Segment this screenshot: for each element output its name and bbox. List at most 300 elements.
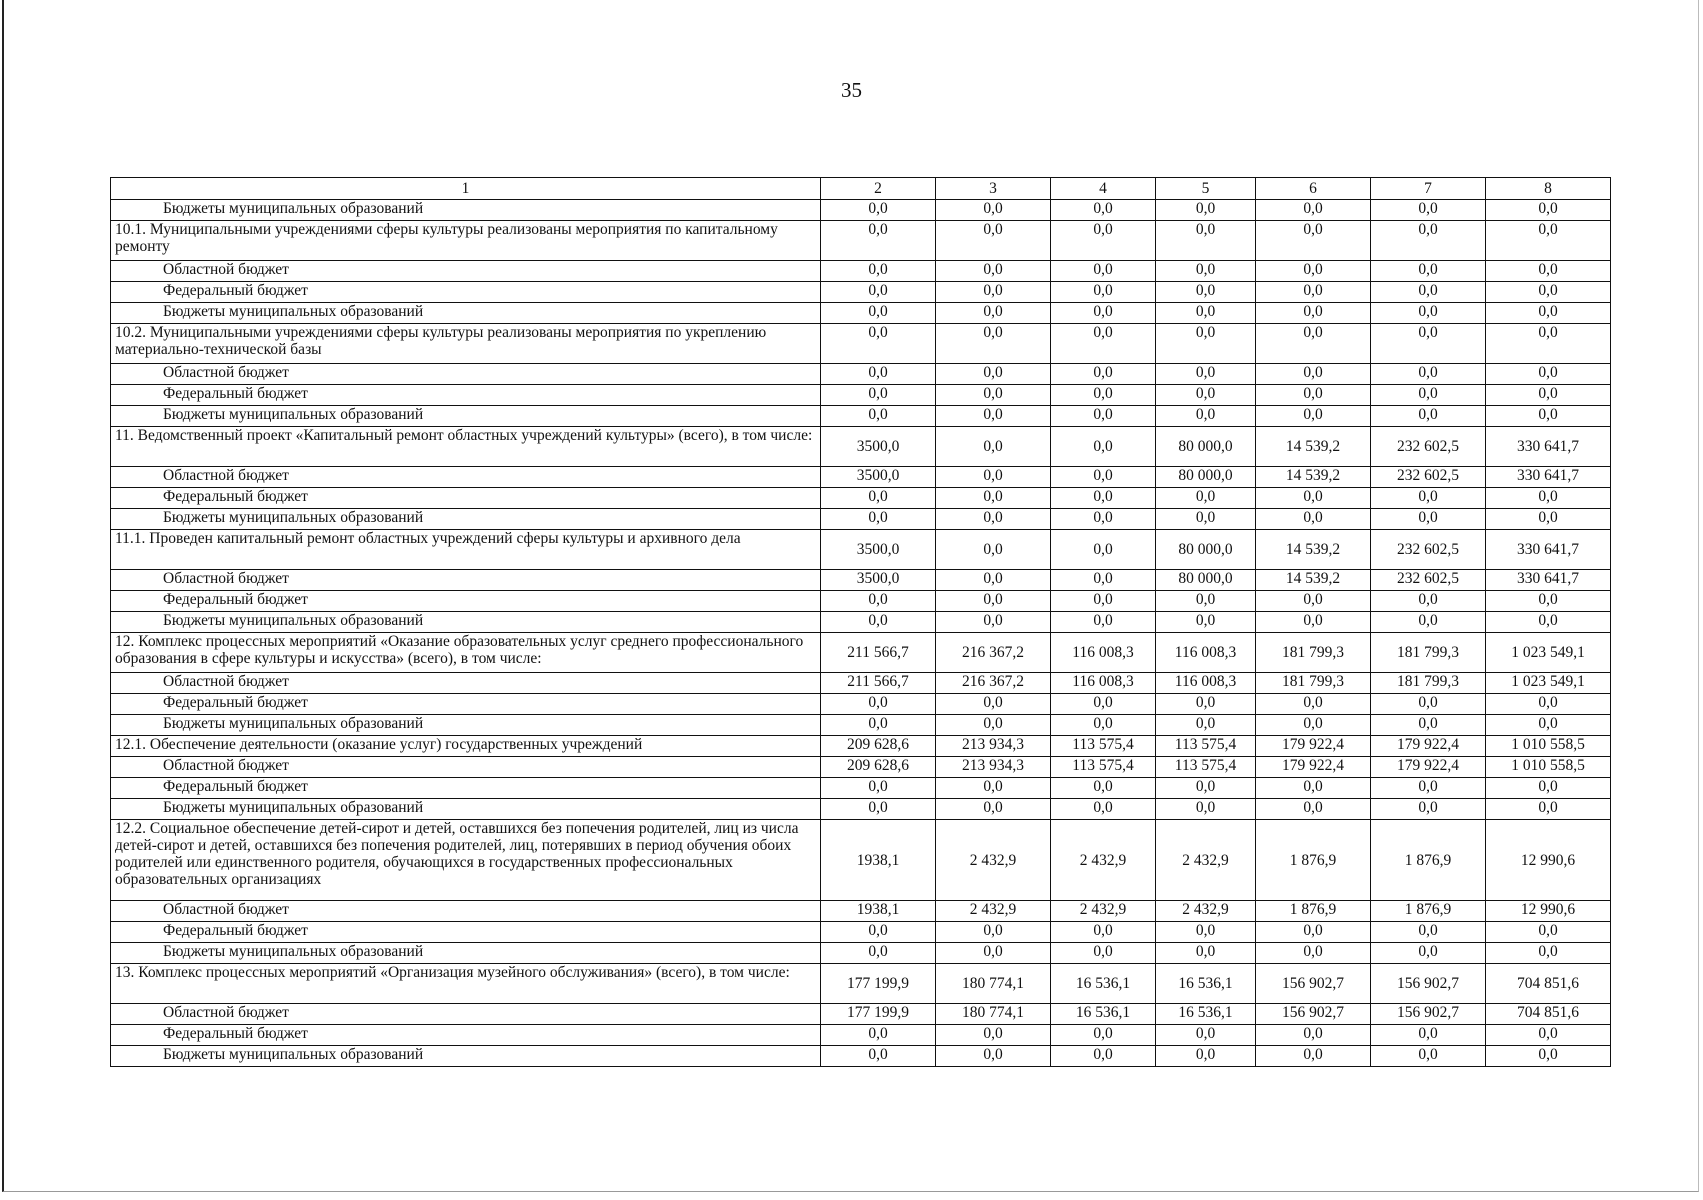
value-cell: 181 799,3 [1371,673,1486,694]
value-cell: 0,0 [1371,406,1486,427]
value-cell: 0,0 [1156,591,1256,612]
table-row [111,736,1611,757]
value-cell: 330 641,7 [1486,467,1611,488]
value-cell: 0,0 [1256,509,1371,530]
table-row [111,530,1611,570]
value-cell: 0,0 [1371,324,1486,364]
measure-label: 12. Комплекс процессных мероприятий «Оказание образовательных услуг среднего профессионального образования в сфере культуры и искусства» (всего), в том числе: [111,633,821,673]
value-cell: 0,0 [1256,715,1371,736]
value-cell: 216 367,2 [936,633,1051,673]
value-cell: 0,0 [821,694,936,715]
value-cell: 0,0 [821,303,936,324]
value-cell: 232 602,5 [1371,530,1486,570]
value-cell: 116 008,3 [1156,673,1256,694]
value-cell: 0,0 [1486,591,1611,612]
value-cell: 0,0 [936,467,1051,488]
value-cell: 0,0 [1156,509,1256,530]
measure-label: 11.1. Проведен капитальный ремонт областных учреждений сферы культуры и архивного дела [111,530,821,570]
value-cell: 0,0 [1256,612,1371,633]
value-cell: 0,0 [1486,303,1611,324]
value-cell: 179 922,4 [1371,736,1486,757]
value-cell: 0,0 [1486,509,1611,530]
value-cell: 0,0 [1051,715,1156,736]
value-cell: 179 922,4 [1256,757,1371,778]
value-cell: 0,0 [936,303,1051,324]
budget-source-label: Федеральный бюджет [111,385,821,406]
value-cell: 180 774,1 [936,964,1051,1004]
value-cell: 1 876,9 [1371,820,1486,901]
value-cell: 213 934,3 [936,757,1051,778]
value-cell: 0,0 [1371,778,1486,799]
value-cell: 0,0 [1486,282,1611,303]
value-cell: 0,0 [1486,612,1611,633]
value-cell: 0,0 [1256,694,1371,715]
value-cell: 80 000,0 [1156,427,1256,467]
budget-source-label: Федеральный бюджет [111,488,821,509]
value-cell: 0,0 [1486,488,1611,509]
value-cell: 0,0 [1051,467,1156,488]
value-cell: 0,0 [1051,612,1156,633]
value-cell: 0,0 [1371,612,1486,633]
value-cell: 209 628,6 [821,757,936,778]
value-cell: 0,0 [1256,922,1371,943]
value-cell: 0,0 [1051,488,1156,509]
value-cell: 0,0 [821,488,936,509]
value-cell: 0,0 [1486,364,1611,385]
table-row [111,673,1611,694]
value-cell: 213 934,3 [936,736,1051,757]
value-cell: 0,0 [936,715,1051,736]
value-cell: 0,0 [1051,221,1156,261]
budget-table [110,177,1611,1067]
value-cell: 0,0 [1256,591,1371,612]
value-cell: 0,0 [1371,385,1486,406]
value-cell: 2 432,9 [1156,820,1256,901]
value-cell: 0,0 [1051,406,1156,427]
value-cell: 0,0 [1156,715,1256,736]
budget-source-label: Бюджеты муниципальных образований [111,509,821,530]
value-cell: 179 922,4 [1256,736,1371,757]
table-row [111,1046,1611,1067]
value-cell: 0,0 [1156,922,1256,943]
value-cell: 0,0 [1051,530,1156,570]
value-cell: 0,0 [936,364,1051,385]
table-row [111,694,1611,715]
value-cell: 2 432,9 [1156,901,1256,922]
value-cell: 232 602,5 [1371,467,1486,488]
value-cell: 0,0 [1156,282,1256,303]
value-cell: 0,0 [1051,385,1156,406]
budget-source-label: Бюджеты муниципальных образований [111,406,821,427]
table-row [111,261,1611,282]
value-cell: 0,0 [1371,303,1486,324]
value-cell: 0,0 [1486,221,1611,261]
budget-source-label: Бюджеты муниципальных образований [111,200,821,221]
value-cell: 0,0 [1256,261,1371,282]
value-cell: 0,0 [1256,406,1371,427]
value-cell: 181 799,3 [1371,633,1486,673]
value-cell: 0,0 [821,715,936,736]
value-cell: 0,0 [1371,488,1486,509]
budget-source-label: Федеральный бюджет [111,282,821,303]
value-cell: 0,0 [1486,200,1611,221]
value-cell: 0,0 [1051,1046,1156,1067]
value-cell: 0,0 [1371,1025,1486,1046]
table-row [111,303,1611,324]
value-cell: 0,0 [1156,406,1256,427]
value-cell: 0,0 [1051,591,1156,612]
value-cell: 0,0 [821,591,936,612]
value-cell: 0,0 [821,324,936,364]
table-row [111,633,1611,673]
value-cell: 0,0 [821,406,936,427]
value-cell: 330 641,7 [1486,427,1611,467]
value-cell: 0,0 [936,406,1051,427]
table-row [111,427,1611,467]
measure-label: 10.1. Муниципальными учреждениями сферы культуры реализованы мероприятия по капитальному ремонту [111,221,821,261]
value-cell: 3500,0 [821,427,936,467]
value-cell: 0,0 [821,364,936,385]
value-cell: 0,0 [936,324,1051,364]
measure-label: 11. Ведомственный проект «Капитальный ремонт областных учреждений культуры» (всего), в том числе: [111,427,821,467]
value-cell: 0,0 [936,694,1051,715]
value-cell: 1938,1 [821,901,936,922]
value-cell: 216 367,2 [936,673,1051,694]
value-cell: 0,0 [1486,261,1611,282]
value-cell: 116 008,3 [1051,633,1156,673]
value-cell: 0,0 [936,385,1051,406]
table-row [111,385,1611,406]
table-row [111,922,1611,943]
value-cell: 80 000,0 [1156,467,1256,488]
table-row [111,757,1611,778]
value-cell: 0,0 [1371,694,1486,715]
budget-source-label: Бюджеты муниципальных образований [111,612,821,633]
value-cell: 0,0 [821,385,936,406]
measure-label: 10.2. Муниципальными учреждениями сферы культуры реализованы мероприятия по укреплению материально-технической базы [111,324,821,364]
value-cell: 3500,0 [821,530,936,570]
value-cell: 113 575,4 [1051,736,1156,757]
value-cell: 113 575,4 [1156,736,1256,757]
value-cell: 3500,0 [821,467,936,488]
value-cell: 14 539,2 [1256,427,1371,467]
value-cell: 0,0 [936,488,1051,509]
value-cell: 0,0 [1256,385,1371,406]
value-cell: 0,0 [936,200,1051,221]
value-cell: 0,0 [936,530,1051,570]
value-cell: 177 199,9 [821,964,936,1004]
value-cell: 0,0 [821,221,936,261]
budget-source-label: Областной бюджет [111,901,821,922]
value-cell: 2 432,9 [936,901,1051,922]
value-cell: 0,0 [936,221,1051,261]
table-row [111,1025,1611,1046]
value-cell: 0,0 [936,1025,1051,1046]
budget-source-label: Бюджеты муниципальных образований [111,943,821,964]
value-cell: 0,0 [1486,943,1611,964]
column-header: 5 [1156,178,1256,200]
value-cell: 0,0 [936,509,1051,530]
value-cell: 0,0 [1051,778,1156,799]
value-cell: 0,0 [1486,1046,1611,1067]
value-cell: 330 641,7 [1486,530,1611,570]
table-row [111,467,1611,488]
table-row [111,200,1611,221]
table-row [111,820,1611,901]
value-cell: 0,0 [1486,922,1611,943]
table-row [111,282,1611,303]
value-cell: 0,0 [821,509,936,530]
value-cell: 0,0 [1156,261,1256,282]
value-cell: 0,0 [1156,324,1256,364]
value-cell: 0,0 [1256,488,1371,509]
value-cell: 704 851,6 [1486,1004,1611,1025]
table-row [111,364,1611,385]
measure-label: 12.1. Обеспечение деятельности (оказание услуг) государственных учреждений [111,736,821,757]
column-header: 8 [1486,178,1611,200]
value-cell: 0,0 [821,922,936,943]
value-cell: 0,0 [936,778,1051,799]
value-cell: 0,0 [1156,943,1256,964]
table-row [111,1004,1611,1025]
value-cell: 0,0 [1051,943,1156,964]
value-cell: 0,0 [1156,200,1256,221]
value-cell: 0,0 [1256,364,1371,385]
table-row [111,324,1611,364]
value-cell: 0,0 [1156,303,1256,324]
value-cell: 156 902,7 [1256,964,1371,1004]
value-cell: 0,0 [1051,261,1156,282]
budget-source-label: Бюджеты муниципальных образований [111,799,821,820]
value-cell: 0,0 [1486,799,1611,820]
budget-source-label: Бюджеты муниципальных образований [111,1046,821,1067]
value-cell: 209 628,6 [821,736,936,757]
value-cell: 0,0 [1256,221,1371,261]
value-cell: 0,0 [1256,778,1371,799]
value-cell: 0,0 [1371,922,1486,943]
table-row [111,509,1611,530]
table-row [111,943,1611,964]
value-cell: 156 902,7 [1371,1004,1486,1025]
value-cell: 0,0 [1371,221,1486,261]
value-cell: 0,0 [1051,364,1156,385]
value-cell: 0,0 [1051,570,1156,591]
value-cell: 16 536,1 [1051,1004,1156,1025]
budget-source-label: Областной бюджет [111,467,821,488]
value-cell: 0,0 [936,612,1051,633]
value-cell: 0,0 [1256,1025,1371,1046]
table-row [111,715,1611,736]
budget-source-label: Областной бюджет [111,673,821,694]
table-row [111,488,1611,509]
table-row [111,799,1611,820]
column-header: 3 [936,178,1051,200]
budget-source-label: Федеральный бюджет [111,591,821,612]
value-cell: 0,0 [821,282,936,303]
value-cell: 177 199,9 [821,1004,936,1025]
value-cell: 12 990,6 [1486,820,1611,901]
value-cell: 1938,1 [821,820,936,901]
value-cell: 0,0 [936,427,1051,467]
budget-source-label: Бюджеты муниципальных образований [111,715,821,736]
column-header: 1 [111,178,821,200]
value-cell: 2 432,9 [936,820,1051,901]
value-cell: 0,0 [821,200,936,221]
value-cell: 1 876,9 [1256,901,1371,922]
value-cell: 2 432,9 [1051,820,1156,901]
value-cell: 0,0 [1256,282,1371,303]
value-cell: 113 575,4 [1156,757,1256,778]
value-cell: 1 876,9 [1256,820,1371,901]
value-cell: 0,0 [821,1046,936,1067]
value-cell: 0,0 [1256,943,1371,964]
table-row [111,221,1611,261]
value-cell: 0,0 [821,943,936,964]
value-cell: 0,0 [1051,694,1156,715]
value-cell: 14 539,2 [1256,530,1371,570]
value-cell: 0,0 [1156,612,1256,633]
value-cell: 0,0 [1051,324,1156,364]
value-cell: 0,0 [1051,282,1156,303]
value-cell: 0,0 [1156,364,1256,385]
value-cell: 0,0 [1051,427,1156,467]
value-cell: 0,0 [936,799,1051,820]
value-cell: 0,0 [936,282,1051,303]
value-cell: 0,0 [1156,694,1256,715]
value-cell: 0,0 [1371,509,1486,530]
value-cell: 1 010 558,5 [1486,736,1611,757]
value-cell: 0,0 [1051,922,1156,943]
value-cell: 80 000,0 [1156,530,1256,570]
budget-source-label: Федеральный бюджет [111,922,821,943]
value-cell: 1 876,9 [1371,901,1486,922]
value-cell: 0,0 [936,943,1051,964]
value-cell: 3500,0 [821,570,936,591]
value-cell: 1 010 558,5 [1486,757,1611,778]
value-cell: 0,0 [1156,778,1256,799]
value-cell: 0,0 [1486,385,1611,406]
budget-source-label: Областной бюджет [111,570,821,591]
column-header: 7 [1371,178,1486,200]
column-header: 4 [1051,178,1156,200]
table-row [111,612,1611,633]
value-cell: 16 536,1 [1156,964,1256,1004]
value-cell: 116 008,3 [1051,673,1156,694]
value-cell: 0,0 [821,261,936,282]
value-cell: 0,0 [1371,282,1486,303]
budget-source-label: Областной бюджет [111,261,821,282]
value-cell: 1 023 549,1 [1486,633,1611,673]
value-cell: 0,0 [1371,715,1486,736]
value-cell: 0,0 [1371,799,1486,820]
value-cell: 0,0 [1156,488,1256,509]
value-cell: 0,0 [936,591,1051,612]
value-cell: 0,0 [821,778,936,799]
value-cell: 0,0 [1371,364,1486,385]
value-cell: 181 799,3 [1256,673,1371,694]
table-row [111,901,1611,922]
value-cell: 211 566,7 [821,633,936,673]
table-body [111,178,1611,1067]
budget-source-label: Областной бюджет [111,757,821,778]
value-cell: 0,0 [821,1025,936,1046]
value-cell: 0,0 [936,1046,1051,1067]
value-cell: 0,0 [1371,591,1486,612]
value-cell: 330 641,7 [1486,570,1611,591]
value-cell: 0,0 [1256,1046,1371,1067]
value-cell: 16 536,1 [1156,1004,1256,1025]
value-cell: 0,0 [1371,1046,1486,1067]
value-cell: 0,0 [1486,406,1611,427]
value-cell: 0,0 [936,261,1051,282]
value-cell: 0,0 [936,922,1051,943]
value-cell: 12 990,6 [1486,901,1611,922]
column-header: 6 [1256,178,1371,200]
budget-source-label: Федеральный бюджет [111,1025,821,1046]
value-cell: 16 536,1 [1051,964,1156,1004]
value-cell: 2 432,9 [1051,901,1156,922]
value-cell: 80 000,0 [1156,570,1256,591]
table-row [111,964,1611,1004]
value-cell: 0,0 [1156,799,1256,820]
value-cell: 113 575,4 [1051,757,1156,778]
value-cell: 0,0 [1156,1046,1256,1067]
measure-label: 13. Комплекс процессных мероприятий «Организация музейного обслуживания» (всего), в том числе: [111,964,821,1004]
value-cell: 156 902,7 [1256,1004,1371,1025]
value-cell: 156 902,7 [1371,964,1486,1004]
value-cell: 179 922,4 [1371,757,1486,778]
budget-source-label: Федеральный бюджет [111,694,821,715]
value-cell: 0,0 [1156,221,1256,261]
value-cell: 0,0 [936,570,1051,591]
table-row [111,406,1611,427]
header-row [111,178,1611,200]
value-cell: 14 539,2 [1256,467,1371,488]
value-cell: 232 602,5 [1371,427,1486,467]
value-cell: 0,0 [821,612,936,633]
table-row [111,570,1611,591]
value-cell: 0,0 [1486,715,1611,736]
value-cell: 0,0 [1371,200,1486,221]
value-cell: 0,0 [1256,200,1371,221]
value-cell: 0,0 [1486,694,1611,715]
value-cell: 0,0 [1051,799,1156,820]
value-cell: 0,0 [1051,200,1156,221]
value-cell: 211 566,7 [821,673,936,694]
value-cell: 180 774,1 [936,1004,1051,1025]
value-cell: 181 799,3 [1256,633,1371,673]
budget-source-label: Бюджеты муниципальных образований [111,303,821,324]
value-cell: 0,0 [1486,1025,1611,1046]
value-cell: 704 851,6 [1486,964,1611,1004]
measure-label: 12.2. Социальное обеспечение детей-сирот и детей, оставшихся без попечения родителей, лиц из числа детей-сирот и детей, оставшихся без попечения родителей, лиц, потерявших в период обучения обоих родителей или единственного родителя, обучающихся в государственных профессиональных образовательных организациях [111,820,821,901]
value-cell: 0,0 [1486,778,1611,799]
value-cell: 0,0 [1051,509,1156,530]
value-cell: 0,0 [1256,324,1371,364]
table-row [111,591,1611,612]
column-header: 2 [821,178,936,200]
budget-source-label: Федеральный бюджет [111,778,821,799]
value-cell: 0,0 [1256,799,1371,820]
value-cell: 0,0 [1051,1025,1156,1046]
value-cell: 1 023 549,1 [1486,673,1611,694]
value-cell: 232 602,5 [1371,570,1486,591]
value-cell: 116 008,3 [1156,633,1256,673]
value-cell: 0,0 [1371,261,1486,282]
value-cell: 0,0 [1256,303,1371,324]
table-row [111,778,1611,799]
value-cell: 0,0 [1156,385,1256,406]
